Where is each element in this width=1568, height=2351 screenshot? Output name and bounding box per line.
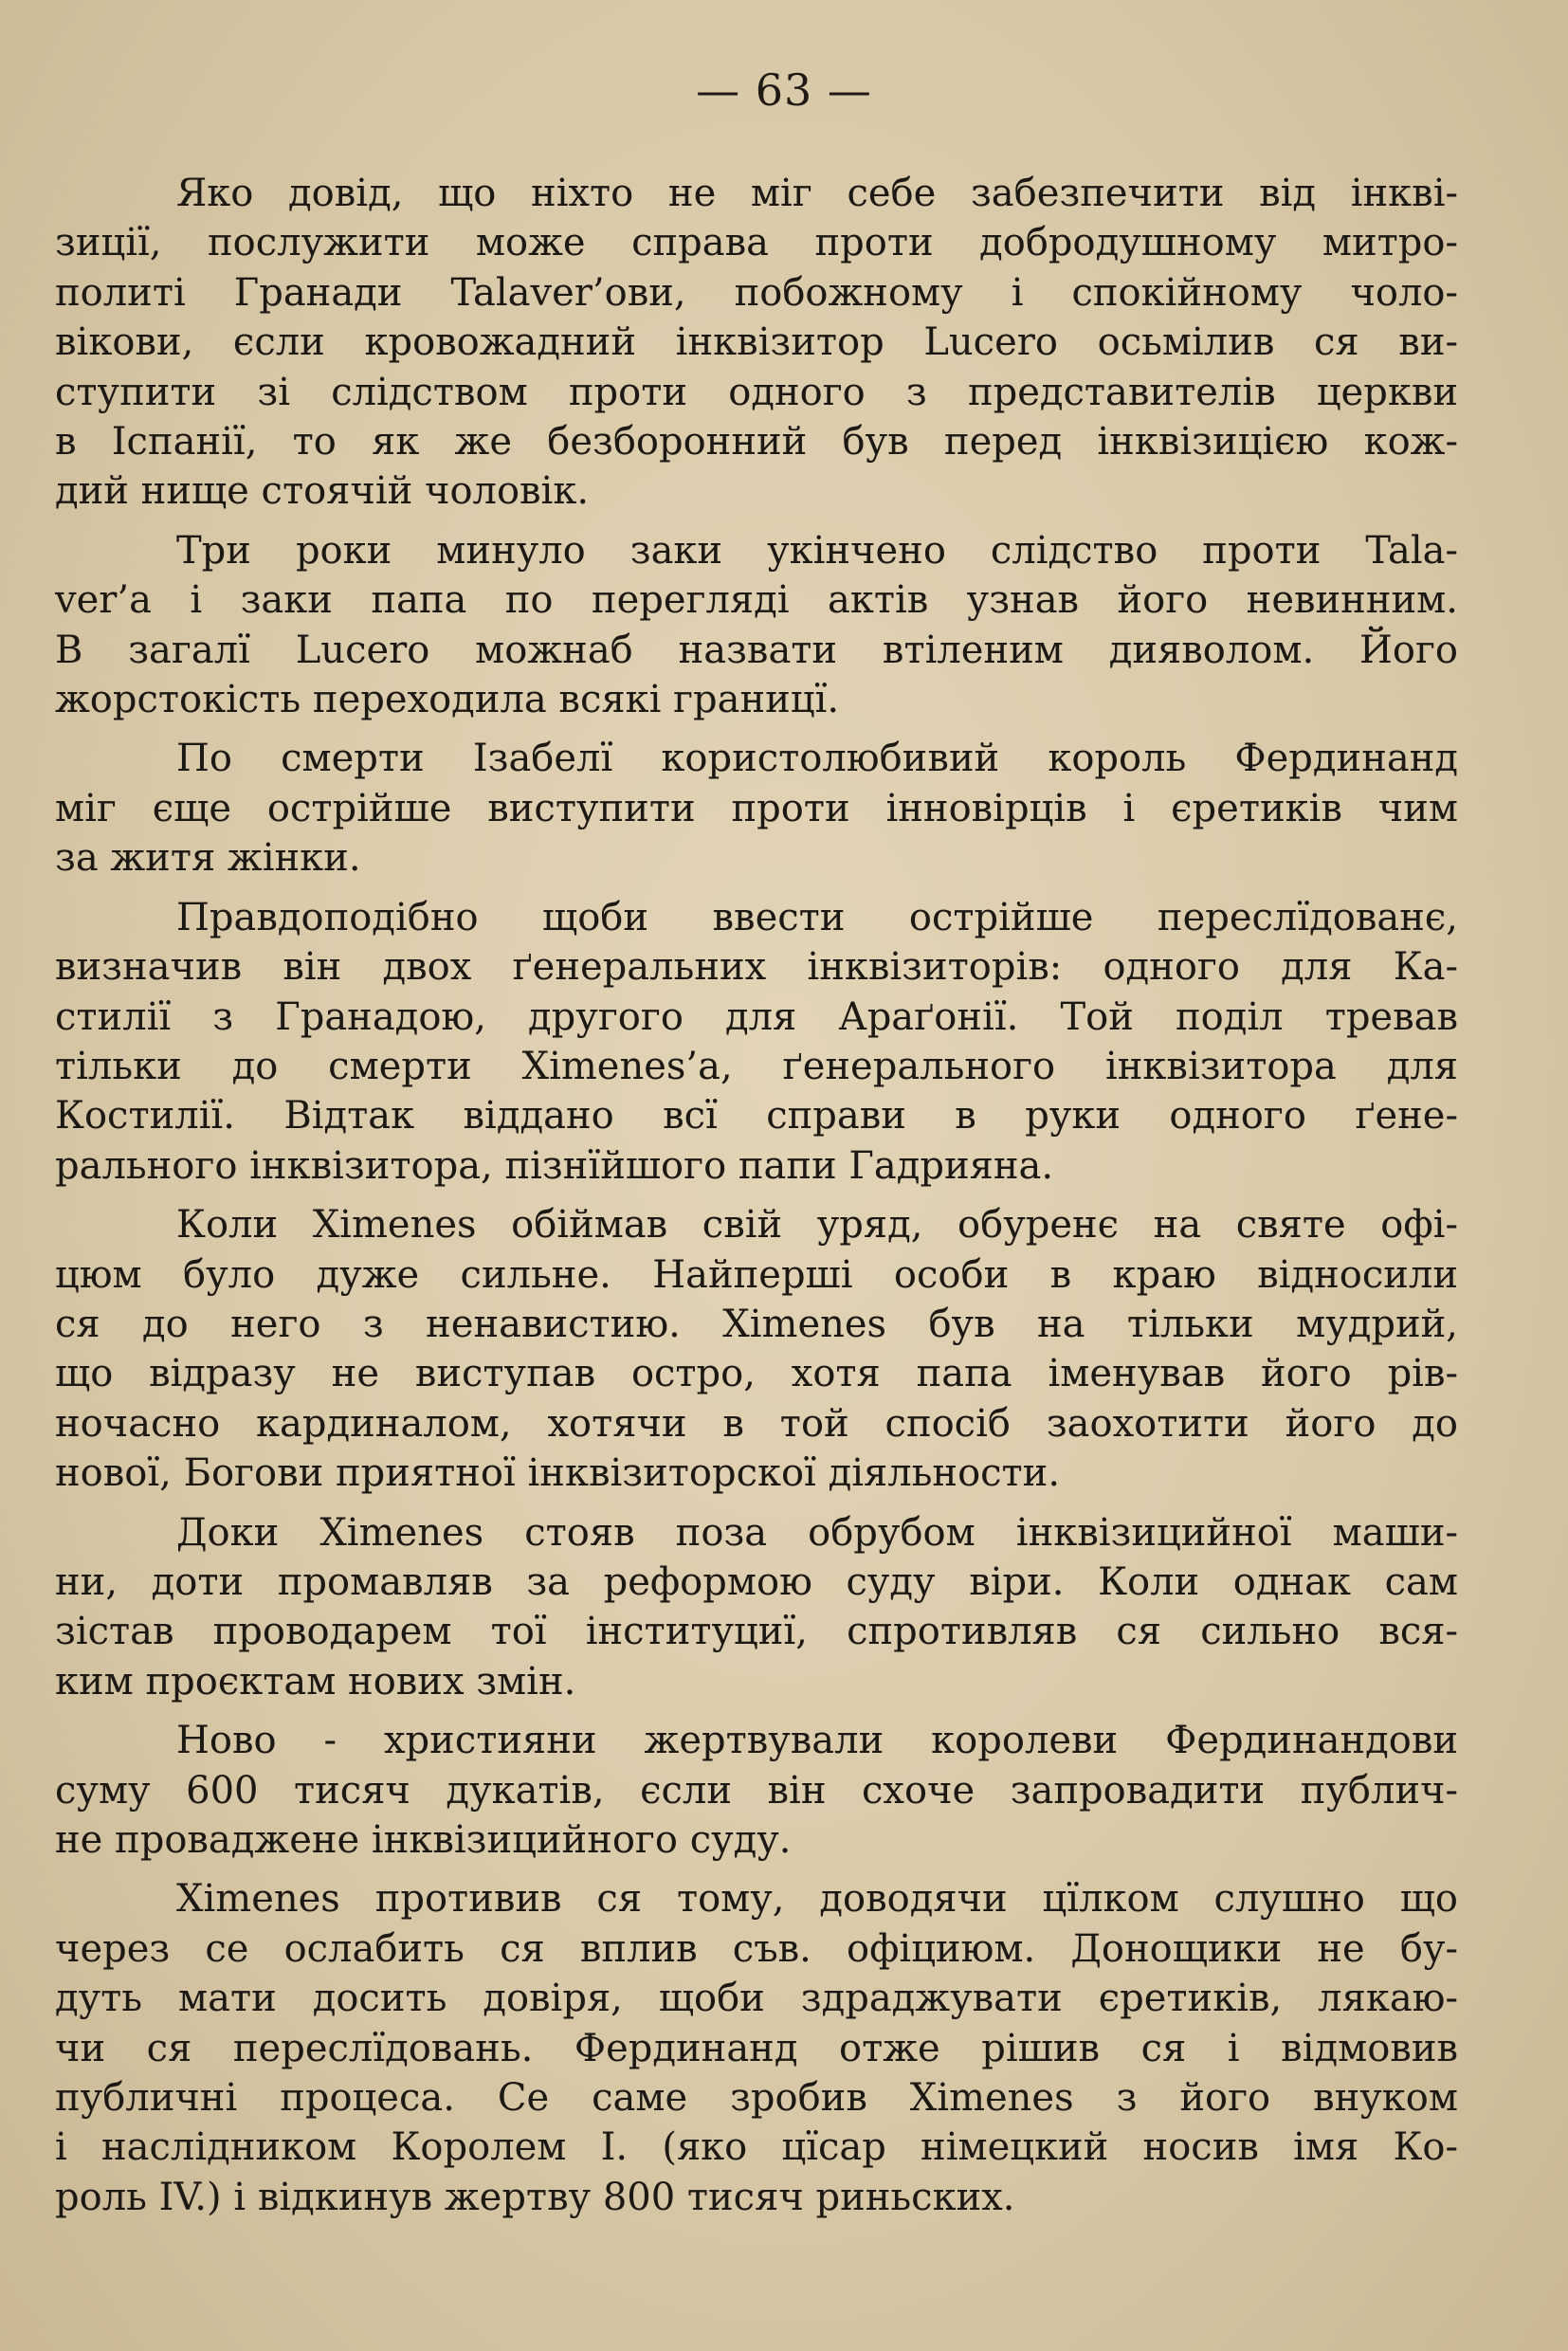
text-line: дуть мати досить довіря, щоби здраджувати єретиків, лякаю-: [55, 1977, 1458, 2021]
text-line: жорстокість переходила всякі границї.: [55, 678, 840, 722]
text-line: Ximenes противив ся тому, доводячи цїлком слушно що: [176, 1877, 1458, 1922]
paragraph: [55, 1874, 1458, 2222]
text-line: ся до него з ненавистию. Ximenes був на тільки мудрий,: [55, 1302, 1458, 1346]
text-line: Правдоподібно щоби ввести острійше переслїдованє,: [176, 895, 1458, 939]
text-line: ни, доти промавляв за реформою суду віри. Коли однак сам: [55, 1559, 1458, 1604]
text-line: через се ослабить ся вплив съв. офіциюм. Донощики не бу-: [55, 1926, 1458, 1971]
text-line: Три роки минуло заки укінчено слідство проти Tala-: [176, 528, 1458, 573]
paragraph: [55, 169, 1458, 517]
paragraph: [55, 1200, 1458, 1498]
paragraph: [55, 1508, 1458, 1707]
paragraph: [55, 893, 1458, 1191]
text-line: цюм було дуже сильне. Найперші особи в краю відносили: [55, 1252, 1458, 1297]
text-line: В загалї Lucero можнаб назвати втіленим дияволом. Його: [55, 628, 1458, 672]
text-line: ступити зі слідством проти одного з представителів церкви: [55, 370, 1458, 414]
text-line: Коли Ximenes обіймав свій уряд, обуренє на святе офі-: [176, 1203, 1458, 1248]
text-line: Яко довід, що ніхто не міг себе забезпечити від інкві-: [176, 172, 1458, 215]
text-line: що відразу не виступав остро, хотя папа іменував його рів-: [55, 1352, 1458, 1396]
text-line: роль IV.) і відкинув жертву 800 тисяч риньских.: [55, 2175, 1015, 2219]
text-line: вікови, єсли кровожадний інквізитор Lucero осьмілив ся ви-: [55, 320, 1458, 365]
text-line: визначив він двох ґенеральних інквізиторів: одного для Ка-: [55, 945, 1458, 990]
text-line: міг єще острійше виступити проти інновірців і єретиків чим: [55, 786, 1458, 830]
text-line: стилії з Гранадою, другого для Араґонії. Той поділ тревав: [55, 994, 1458, 1039]
text-line: ночасно кардиналом, хотячи в той спосіб заохотити його до: [55, 1401, 1458, 1446]
text-line: политі Гранади Talaver’ови, побожному і спокійному чоло-: [55, 270, 1458, 315]
text-line: рального інквізитора, пізнїйшого папи Гадрияна.: [55, 1143, 1054, 1188]
text-line: чи ся переслїдовань. Фердинанд отже рішив ся і відмовив: [55, 2026, 1458, 2070]
text-line: Доки Ximenes стояв поза обрубом інквізицийної маши-: [176, 1510, 1458, 1555]
page-number: — 63 —: [696, 64, 872, 116]
paragraph: [55, 526, 1458, 725]
text-line: По смерти Ізабелї користолюбивий король Фердинанд: [176, 737, 1458, 781]
paragraph: [55, 734, 1458, 883]
text-line: Костилії. Відтак віддано всї справи в руки одного ґене-: [55, 1094, 1458, 1139]
text-line: не проваджене інквізицийного суду.: [55, 1818, 792, 1862]
text-line: в Іспанії, то як же безборонний був перед інквізицією кож-: [55, 420, 1458, 465]
text-line: зістав проводарем тої інституциї, спротивляв ся сильно вся-: [55, 1610, 1458, 1654]
text-line: зиції, послужити може справа проти добродушному митро-: [55, 221, 1458, 265]
text-line: ким проєктам нових змін.: [55, 1659, 576, 1704]
text-line: Ново - християни жертвували королеви Фердинандови: [176, 1719, 1458, 1763]
text-line: і наслідником Королем І. (яко цїсар німецкий носив імя Ко-: [55, 2125, 1458, 2170]
text-line: суму 600 тисяч дукатів, єсли він схоче запровадити публич-: [55, 1768, 1458, 1813]
body-text: [55, 169, 1458, 2222]
paragraph: [55, 1716, 1458, 1865]
text-line: за житя жінки.: [55, 836, 361, 881]
text-line: тільки до смерти Ximenes’а, ґенерального інквізитора для: [55, 1044, 1458, 1088]
text-line: нової, Богови приятної інквізиторскої діяльности.: [55, 1451, 1061, 1496]
text-line: дий нище стоячій чоловік.: [55, 469, 590, 514]
text-line: ver’a і заки папа по перегляді актів узнав його невинним.: [55, 578, 1458, 623]
text-line: публичні процеса. Се саме зробив Ximenes з його внуком: [55, 2076, 1458, 2121]
